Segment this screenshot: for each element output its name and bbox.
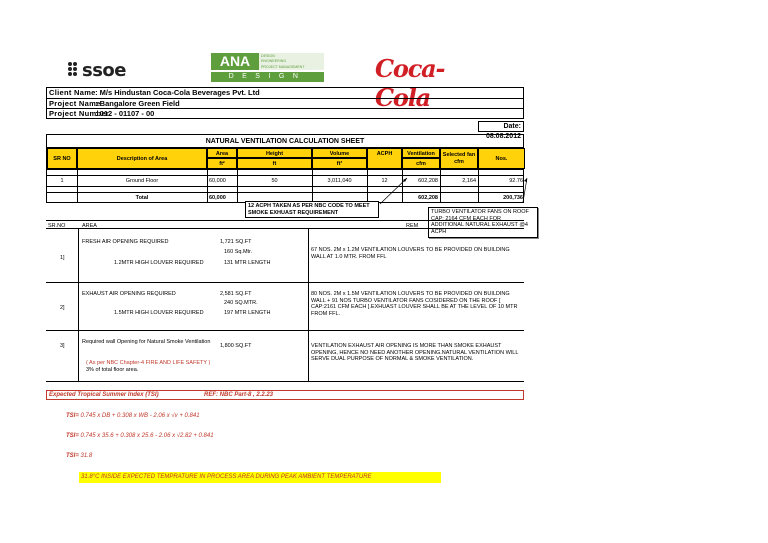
header-acph: ACPH bbox=[367, 148, 402, 169]
row-nos: 92.76 bbox=[509, 178, 523, 184]
lower-table-header bbox=[46, 220, 524, 229]
row-2-sr: 2] bbox=[60, 305, 65, 311]
client-name-label: Client Name bbox=[49, 88, 96, 97]
header-sr-no: SR.NO bbox=[48, 223, 66, 229]
opening-requirements-table bbox=[46, 220, 524, 382]
row-1-qty-length: 131 MTR LENGTH bbox=[224, 260, 271, 266]
acph-note-callout: 12 ACPH TAKEN AS PER NBC CODE TO MEET SMOKE EXHUAST REQUIREMENT bbox=[245, 201, 379, 218]
tsi-substitution-text: 0.745 x 35.6 + 0.308 x 25.6 - 2.06 x √2.82 + 0.841 bbox=[78, 433, 214, 439]
client-name-value: : M/s Hindustan Coca-Cola Beverages Pvt. Ltd bbox=[95, 88, 260, 97]
tsi-substitution-label: TSI= bbox=[66, 433, 79, 439]
row-1-remark: 67 NOS. 2M x 1.2M VENTILATION LOUVERS TO BE PROVIDED ON BUILDING WALL AT 1.0 MTR. FROM FFL bbox=[311, 247, 510, 260]
row-2-note: 1.5MTR HIGH LOUVER REQUIRED bbox=[114, 310, 204, 316]
project-name-label: Project Name bbox=[49, 98, 101, 108]
row-2-qty-sqft: 2,581 SQ.FT bbox=[220, 291, 252, 297]
project-number-value: : 012 - 01107 - 00 bbox=[95, 109, 155, 118]
header-area: Area bbox=[207, 148, 237, 158]
row-description: Ground Floor bbox=[125, 178, 159, 184]
project-number-row bbox=[47, 109, 523, 120]
header-area-col: AREA bbox=[82, 223, 97, 229]
tsi-conclusion: 31.8°C INSIDE EXPECTED TEMPRATURE IN PROCESS AREA DURING PEAK AMBIENT TEMPERATURE bbox=[79, 472, 441, 483]
client-info-block bbox=[46, 87, 524, 119]
header-height: Height bbox=[237, 148, 312, 158]
header-nos: Nos. bbox=[478, 148, 525, 169]
turbo-fan-note-callout: TURBO VENTILATOR FANS ON ROOF CAP: 2164 CFM EACH FOR ADDITIONAL NATURAL EXHAUST @4 ACPH bbox=[428, 207, 538, 238]
row-area: 60,000 bbox=[209, 178, 226, 184]
row-3-sr: 3] bbox=[60, 343, 65, 349]
header-ventilation: Ventilation bbox=[402, 148, 440, 158]
row-selected-fan: 2,164 bbox=[462, 178, 476, 184]
tsi-header bbox=[46, 390, 524, 400]
ana-logo-tagline: DESIGN ENGINEERING PROJECT MANAGEMENT bbox=[259, 53, 324, 70]
tsi-formula-label: TSI= bbox=[66, 413, 79, 419]
row-1-sr: 1] bbox=[60, 255, 65, 261]
date-field: Date: 08.08.2012 bbox=[478, 121, 524, 132]
ana-design-logo bbox=[211, 53, 324, 83]
tsi-formula bbox=[66, 413, 200, 419]
row-1-qty-sqft: 1,721 SQ.FT bbox=[220, 239, 252, 245]
header-volume-unit: ft³ bbox=[312, 158, 367, 169]
row-volume: 3,011,040 bbox=[327, 178, 352, 184]
row-ventilation: 602,208 bbox=[418, 178, 438, 184]
total-nos: 200,736 bbox=[503, 195, 523, 201]
tsi-result bbox=[66, 453, 92, 459]
total-ventilation: 602,208 bbox=[418, 195, 438, 201]
client-name-row bbox=[47, 88, 523, 99]
row-acph: 12 bbox=[381, 178, 388, 184]
ssoe-logo-text: ssoe bbox=[82, 60, 127, 81]
row-2-qty-length: 197 MTR LENGTH bbox=[224, 310, 271, 316]
header-remarks-fragment: REM bbox=[406, 223, 419, 229]
coca-cola-logo: Coca-Cola bbox=[375, 54, 445, 112]
tsi-result-label: TSI= bbox=[66, 453, 79, 459]
row-1-qty-sqm: 160 Sq.Mtr. bbox=[224, 249, 253, 255]
calc-table-title: NATURAL VENTILATION CALCULATION SHEET bbox=[47, 135, 523, 148]
header-selected-fan: Selected fan cfm bbox=[440, 148, 478, 169]
row-2-title: EXHAUST AIR OPENING REQUIRED bbox=[82, 291, 176, 297]
total-area: 60,000 bbox=[209, 195, 226, 201]
total-label: Total bbox=[135, 195, 149, 201]
row-1-note: 1.2MTR HIGH LOUVER REQUIRED bbox=[114, 260, 204, 266]
header-ventilation-unit: cfm bbox=[402, 158, 440, 169]
project-number-label: Project Number bbox=[49, 109, 110, 118]
opening-row-3 bbox=[46, 331, 524, 382]
tsi-formula-text: 0.745 x DB + 0.308 x WB - 2.06 x √v + 0.841 bbox=[78, 413, 200, 419]
ssoe-logo bbox=[68, 60, 127, 82]
tsi-section bbox=[46, 390, 524, 490]
opening-row-1 bbox=[46, 229, 524, 283]
tsi-substitution bbox=[66, 433, 214, 439]
ana-logo-word: ANA bbox=[211, 53, 259, 70]
header-volume: Volume bbox=[312, 148, 367, 158]
row-height: 50 bbox=[271, 178, 278, 184]
tsi-result-text: 31.8 bbox=[78, 453, 93, 459]
project-name-row bbox=[47, 99, 523, 110]
tsi-header-title: Expected Tropical Summer Index (TSI) bbox=[49, 392, 159, 398]
row-2-qty-sqm: 240 SQ.MTR. bbox=[224, 300, 258, 306]
row-3-qty-sqft: 1,800 SQ.FT bbox=[220, 343, 252, 349]
callout-arrows bbox=[370, 172, 530, 212]
header-description: Description of Area bbox=[77, 148, 207, 169]
opening-row-2 bbox=[46, 283, 524, 331]
row-2-remark: 80 NOS. 2M x 1.5M VENTILATION LOUVERS TO BE PROVIDED ON BUILDING WALL + 91 NOS TURBO VENTILATOR FANS COSIDERED ON THE ROOF [ CAP:2161 CFM EACH ].EXHUAST LOUVER SHALL BE AT THE LEVEL OF 10 MTR FROM FFL. bbox=[311, 291, 518, 317]
row-sr: 1 bbox=[60, 178, 64, 184]
ana-logo-sub: DESIGN bbox=[211, 72, 324, 82]
row-3-remark: VENTILATION EXHAUST AIR OPENING IS MORE THAN SMOKE EXHAUST OPENING, HENCE NO NEED ANOTHER OPENING.NATURAL VENTILATION WILL SERVE DUAL PURPOSE OF NORMAL & SMOKE VENTILATION. bbox=[311, 343, 519, 362]
tsi-header-ref: REF: NBC Part-8 , 2.2.23 bbox=[204, 392, 274, 398]
header-area-unit: ft² bbox=[207, 158, 237, 169]
ssoe-dots-icon bbox=[68, 62, 80, 80]
header-sr: SR NO bbox=[47, 148, 77, 169]
row-3-title: Required wall Opening for Natural Smoke Ventilation bbox=[82, 339, 211, 345]
row-3-note-floor: 3% of total floor area. bbox=[86, 366, 139, 373]
header-height-unit: ft bbox=[237, 158, 312, 169]
project-name-value: : Bangalore Green Field bbox=[95, 98, 180, 108]
row-3-note bbox=[86, 360, 216, 373]
row-3-note-nbc: ( As per NBC Chapter-4 FIRE AND LIFE SAFETY ) bbox=[86, 360, 211, 366]
row-1-title: FRESH AIR OPENING REQUIRED bbox=[82, 239, 169, 245]
